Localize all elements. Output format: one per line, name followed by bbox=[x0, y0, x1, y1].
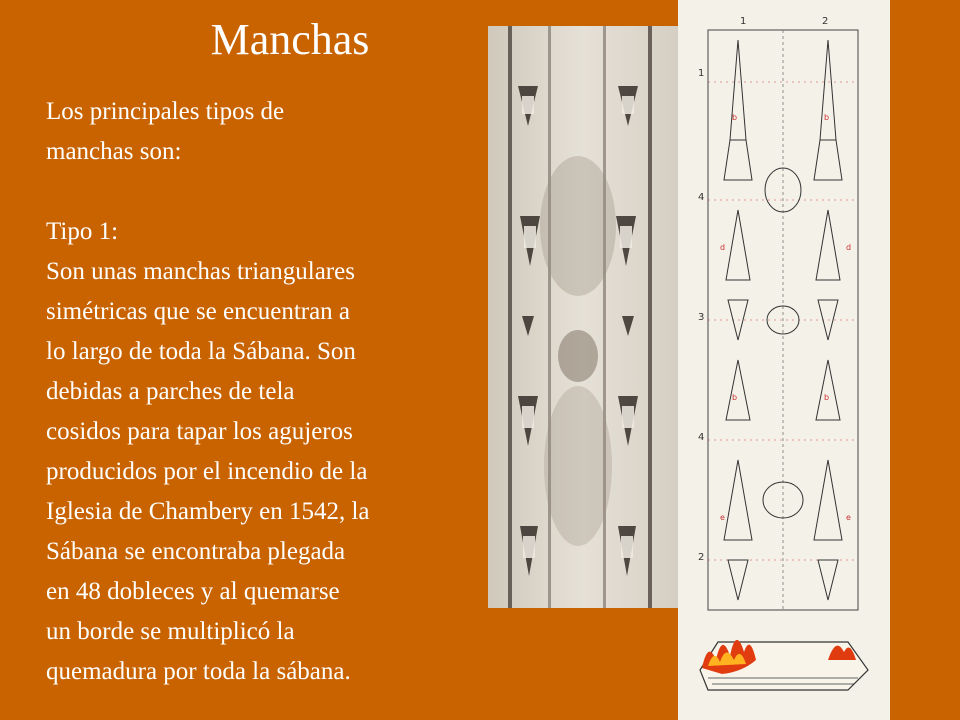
svg-text:e: e bbox=[846, 513, 851, 522]
svg-text:b: b bbox=[824, 393, 830, 402]
body-text bbox=[46, 92, 486, 692]
diagram-top-label: 1 bbox=[740, 16, 747, 27]
body-line: un borde se multiplicó la bbox=[46, 618, 295, 645]
body-line: Son unas manchas triangulares bbox=[46, 258, 355, 285]
body-line: debidas a parches de tela bbox=[46, 378, 295, 405]
body-line: Iglesia de Chambery en 1542, la bbox=[46, 498, 370, 525]
body-line: simétricas que se encuentran a bbox=[46, 298, 351, 325]
intro-line: manchas son: bbox=[46, 138, 182, 165]
diagram-side-label: 4 bbox=[698, 192, 705, 203]
body-line: lo largo de toda la Sábana. Son bbox=[46, 338, 356, 365]
body-line: quemadura por toda la sábana. bbox=[46, 658, 351, 685]
svg-text:d: d bbox=[720, 243, 726, 252]
svg-text:b: b bbox=[824, 113, 830, 122]
type-heading: Tipo 1: bbox=[46, 218, 119, 245]
svg-text:d: d bbox=[846, 243, 852, 252]
svg-text:e: e bbox=[720, 513, 725, 522]
slide-title: Manchas bbox=[210, 15, 370, 64]
diagram-side-label: 1 bbox=[698, 68, 705, 79]
body-line: producidos por el incendio de la bbox=[46, 458, 368, 485]
diagram-side-label: 2 bbox=[698, 552, 705, 563]
body-line: Sábana se encontraba plegada bbox=[46, 538, 346, 565]
intro-line: Los principales tipos de bbox=[46, 98, 285, 125]
burning-folded-cloth-sketch bbox=[700, 640, 868, 690]
diagram-side-label: 4 bbox=[698, 432, 705, 443]
shroud-diagram-panel bbox=[678, 0, 890, 720]
body-line: cosidos para tapar los agujeros bbox=[46, 418, 353, 445]
diagram-top-label: 2 bbox=[822, 16, 829, 27]
svg-text:b: b bbox=[732, 393, 738, 402]
svg-text:b: b bbox=[732, 113, 738, 122]
body-line: en 48 dobleces y al quemarse bbox=[46, 578, 340, 605]
diagram-side-label: 3 bbox=[698, 312, 705, 323]
shroud-photograph bbox=[488, 26, 678, 608]
shroud-burn-pattern-diagram bbox=[698, 16, 858, 610]
